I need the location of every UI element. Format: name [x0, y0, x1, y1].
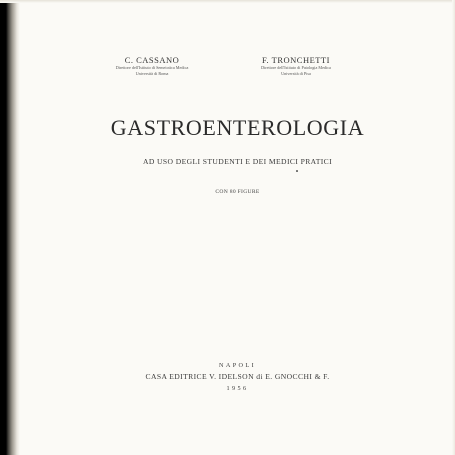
ink-speck	[296, 170, 298, 172]
publication-year: 1956	[226, 385, 249, 392]
publisher-house: CASA EDITRICE V. IDELSON di E. GNOCCHI & F.	[145, 372, 330, 381]
author-role: Direttore dell'Istituto di Patologia Medica	[261, 65, 331, 70]
book-subtitle: AD USO DEGLI STUDENTI E DEI MEDICI PRATICI	[142, 157, 333, 166]
book-title: GASTROENTEROLOGIA	[110, 115, 365, 140]
author-role: Direttore dell'Istituto di Semeiotica Medica	[115, 65, 189, 70]
book-spine-shadow	[0, 0, 20, 455]
author-name: C. CASSANO	[124, 55, 180, 65]
publisher-block	[20, 360, 455, 394]
publisher-city: NAPOLI	[218, 362, 257, 369]
author-name: F. TRONCHETTI	[262, 55, 330, 65]
author-block-right	[236, 55, 356, 76]
author-university: Università di Pisa	[281, 70, 311, 76]
author-block-left	[92, 55, 212, 76]
author-university: Università di Roma	[135, 70, 169, 76]
page-top-edge	[0, 0, 455, 3]
figures-note: CON 80 FIGURE	[215, 189, 260, 195]
